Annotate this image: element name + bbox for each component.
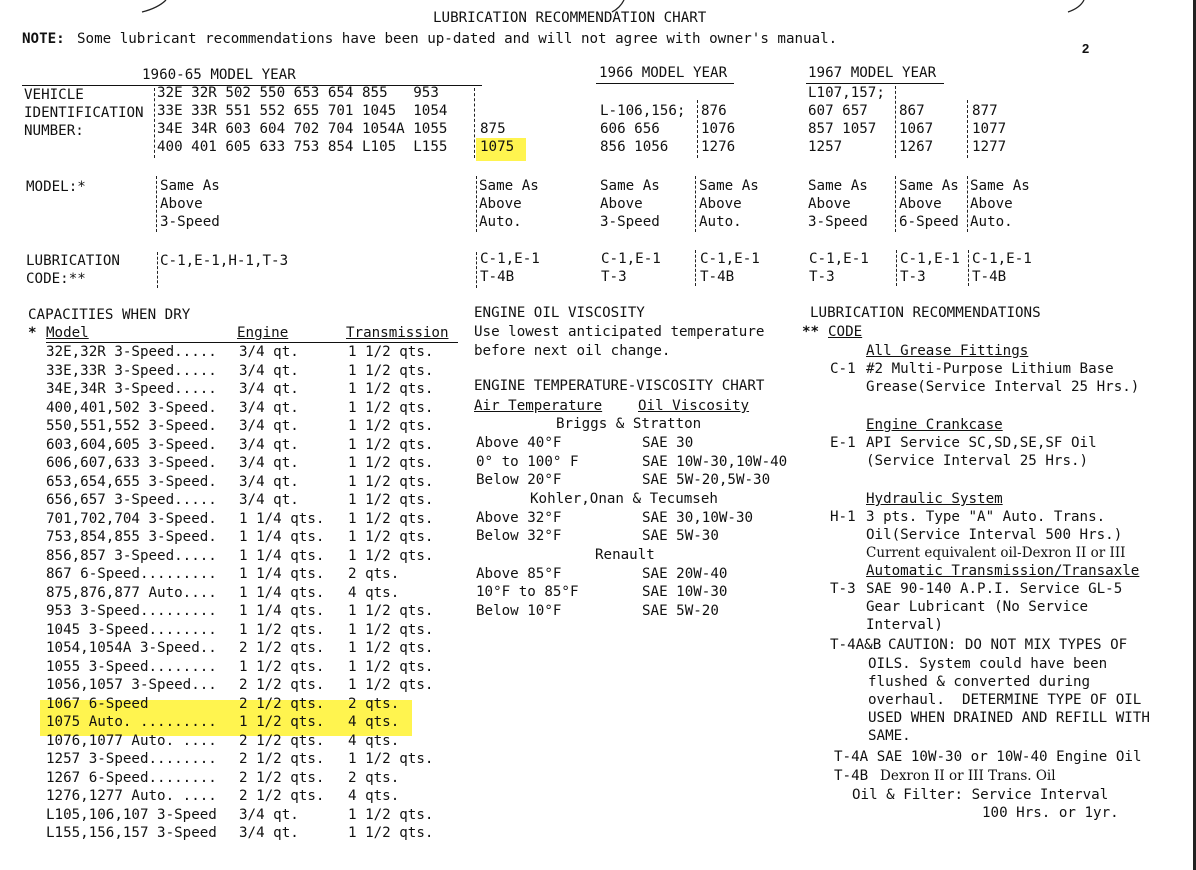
viscosity-air-temp: Below 20°F <box>476 472 562 488</box>
capacity-model: 550,551,552 3-Speed. <box>46 418 217 434</box>
viscosity-oil: SAE 10W-30 <box>642 584 728 600</box>
vin-1966-a2: 606 656 <box>600 121 660 137</box>
capacity-transmission: 1 1/2 qts. <box>348 399 434 416</box>
divider-model-c1 <box>156 176 157 232</box>
recs-t4-line-6: SAME. <box>868 728 911 744</box>
capacity-transmission: 1 1/2 qts. <box>348 806 434 823</box>
capacity-transmission: 1 1/2 qts. <box>348 344 434 360</box>
capacity-model: 603,604,605 3-Speed. <box>46 436 217 453</box>
capacities-header-engine: Engine <box>237 325 289 341</box>
capacity-model: 1056,1057 3-Speed... <box>46 677 217 693</box>
model-c5-l2: Above <box>808 196 851 212</box>
vin-1075: 1075 <box>480 139 515 155</box>
recs-t4-code: T-4A&B <box>830 637 882 653</box>
model-c7-l2: Above <box>970 196 1013 212</box>
viscosity-col-air: Air Temperature <box>474 398 603 414</box>
capacities-star: * <box>28 325 37 341</box>
note-text: Some lubricant recommendations have been up-dated and will not agree with owner's manual. <box>77 31 838 47</box>
capacity-model: 1045 3-Speed........ <box>46 621 217 638</box>
capacity-transmission: 1 1/2 qts. <box>348 455 434 471</box>
recs-grease-heading: All Grease Fittings <box>866 343 1029 359</box>
model-c4-l1: Same As <box>699 178 759 194</box>
vin-1967-b3: 1267 <box>899 139 934 155</box>
vin-1966-b1: 876 <box>701 103 727 119</box>
rule-1966 <box>596 83 734 84</box>
recs-t4-line-5: USED WHEN DRAINED AND REFILL WITH <box>868 710 1150 726</box>
viscosity-oil: SAE 30,10W-30 <box>642 509 754 526</box>
capacity-transmission: 1 1/2 qts. <box>348 825 434 841</box>
capacity-engine: 3/4 qt. <box>239 344 299 360</box>
capacity-engine: 1 1/2 qts. <box>239 658 325 675</box>
viscosity-oil: SAE 5W-20,5W-30 <box>642 472 771 488</box>
lube-c4-l2: T-4B <box>700 269 735 285</box>
divider-model-c7 <box>967 176 968 232</box>
model-year-1967: 1967 MODEL YEAR <box>808 65 937 81</box>
capacity-model: 953 3-Speed......... <box>46 603 217 619</box>
recs-title: LUBRICATION RECOMMENDATIONS <box>810 305 1041 321</box>
vin-label-vehicle: VEHICLE <box>24 87 84 103</box>
capacity-model: 33E,33R 3-Speed..... <box>46 362 217 379</box>
capacity-transmission: 1 1/2 qts. <box>348 362 434 379</box>
capacity-transmission: 1 1/2 qts. <box>348 473 434 490</box>
capacity-model: 1075 Auto. ......... <box>46 714 217 730</box>
viscosity-oil: SAE 20W-40 <box>642 565 728 582</box>
capacity-model: 1055 3-Speed........ <box>46 658 217 675</box>
capacity-transmission: 1 1/2 qts. <box>348 492 434 508</box>
capacity-transmission: 1 1/2 qts. <box>348 621 434 638</box>
vin-875: 875 <box>480 121 506 137</box>
note-label: NOTE: <box>22 31 65 47</box>
vin-1967-a1: L107,157; <box>808 85 885 101</box>
lube-c5-l1: C-1,E-1 <box>809 251 869 267</box>
page-number: 2 <box>1082 41 1090 56</box>
divider-1967-a <box>895 86 896 158</box>
divider-lube-c1 <box>157 252 158 288</box>
capacity-transmission: 1 1/2 qts. <box>348 436 434 453</box>
capacity-transmission: 1 1/2 qts. <box>348 418 434 434</box>
model-c3-l1: Same As <box>600 178 660 194</box>
model-year-1966: 1966 MODEL YEAR <box>599 65 728 81</box>
capacity-model: 653,654,655 3-Speed. <box>46 473 217 490</box>
capacity-model: 1067 6-Speed <box>46 695 149 712</box>
capacity-model: 753,854,855 3-Speed. <box>46 529 217 545</box>
divider-1967-b <box>967 100 968 158</box>
recs-t4-line-3: flushed & converted during <box>868 674 1091 690</box>
divider-1966 <box>697 100 698 158</box>
capacity-engine: 2 1/2 qts. <box>239 788 325 804</box>
vin-1966-b3: 1276 <box>701 139 736 155</box>
capacity-model: 1076,1077 Auto. .... <box>46 732 217 749</box>
capacity-engine: 1 1/4 qts. <box>239 566 325 582</box>
capacity-engine: 2 1/2 qts. <box>239 769 325 786</box>
viscosity-oil: SAE 5W-20 <box>642 602 719 619</box>
capacity-model: 1054,1054A 3-Speed.. <box>46 640 217 656</box>
capacity-engine: 1 1/4 qts. <box>239 584 325 601</box>
capacity-engine: 2 1/2 qts. <box>239 640 325 656</box>
capacity-engine: 1 1/4 qts. <box>239 529 325 545</box>
vin-row-3: 34E 34R 603 604 702 704 1054A 1055 <box>157 121 448 137</box>
model-c3-l2: Above <box>600 196 643 212</box>
model-c5-l1: Same As <box>808 178 868 194</box>
vin-label-number: NUMBER: <box>24 123 84 139</box>
model-c4-l2: Above <box>699 196 742 212</box>
divider-model-c6 <box>895 176 896 232</box>
divider-vin-auto <box>474 88 475 158</box>
model-c6-l3: 6-Speed <box>899 214 959 230</box>
vin-1967-a3: 857 1057 <box>808 121 877 137</box>
viscosity-air-temp: 10°F to 85°F <box>476 584 579 600</box>
viscosity-group-name: Kohler,Onan & Tecumseh <box>530 490 718 507</box>
capacity-engine: 3/4 qt. <box>239 825 299 841</box>
capacity-transmission: 1 1/2 qts. <box>348 510 434 527</box>
recs-hyd-heading: Hydraulic System <box>866 491 1003 507</box>
capacity-model: 1267 6-Speed........ <box>46 769 217 786</box>
capacity-transmission: 4 qts. <box>348 714 400 730</box>
model-year-1960-65: 1960-65 MODEL YEAR <box>142 67 296 83</box>
viscosity-line-1: Use lowest anticipated temperature <box>474 324 765 340</box>
model-c6-l2: Above <box>899 196 942 212</box>
model-c4-l3: Auto. <box>699 214 742 230</box>
capacity-transmission: 1 1/2 qts. <box>348 751 434 767</box>
viscosity-line-2: before next oil change. <box>474 343 671 359</box>
recs-auto-heading: Automatic Transmission/Transaxle <box>866 563 1140 579</box>
model-c2-l1: Same As <box>479 178 539 194</box>
capacities-title: CAPACITIES WHEN DRY <box>28 307 191 323</box>
viscosity-oil: SAE 30 <box>642 435 694 451</box>
recs-t4-line-2: OILS. System could have been <box>868 656 1108 672</box>
divider-lube-c7 <box>968 250 969 286</box>
recs-c1-code: C-1 <box>830 361 856 377</box>
vin-1967-b2: 1067 <box>899 121 934 137</box>
vin-1967-a4: 1257 <box>808 139 843 155</box>
capacity-model: 656,657 3-Speed..... <box>46 492 217 508</box>
capacity-engine: 1 1/4 qts. <box>239 510 325 527</box>
divider-vin-left <box>154 88 155 158</box>
capacity-transmission: 2 qts. <box>348 695 400 712</box>
capacity-engine: 3/4 qt. <box>239 381 299 397</box>
lube-label-2: CODE:** <box>26 271 86 287</box>
capacity-model: 875,876,877 Auto.... <box>46 584 217 601</box>
recs-e1-code: E-1 <box>830 435 856 451</box>
recs-h1-line-2: Oil(Service Interval 500 Hrs.) <box>866 527 1123 543</box>
recs-oil-filter: Oil & Filter: Service Interval <box>852 787 1109 803</box>
model-c7-l3: Auto. <box>970 214 1013 230</box>
capacity-engine: 3/4 qt. <box>239 455 299 471</box>
vin-1967-b1: 867 <box>899 103 925 119</box>
capacity-engine: 2 1/2 qts. <box>239 677 325 693</box>
capacity-model: 32E,32R 3-Speed..... <box>46 344 217 360</box>
capacity-model: 867 6-Speed......... <box>46 566 217 582</box>
recs-t4-line-1: CAUTION: DO NOT MIX TYPES OF <box>888 637 1128 653</box>
model-c5-l3: 3-Speed <box>808 214 868 230</box>
recs-c1-line-1: #2 Multi-Purpose Lithium Base <box>866 361 1114 377</box>
recs-t3-line-2: Gear Lubricant (No Service <box>866 599 1089 615</box>
lube-c4-l1: C-1,E-1 <box>700 251 760 267</box>
capacity-engine: 3/4 qt. <box>239 806 299 823</box>
vin-1966-b2: 1076 <box>701 121 736 137</box>
recs-h1-update: Current equivalent oil-Dexron II or III <box>866 545 1126 561</box>
capacity-transmission: 1 1/2 qts. <box>348 603 434 619</box>
vin-row-4: 400 401 605 633 753 854 L105 L155 <box>157 139 448 155</box>
capacity-engine: 3/4 qt. <box>239 399 299 416</box>
viscosity-chart-title: ENGINE TEMPERATURE-VISCOSITY CHART <box>474 378 765 394</box>
vin-row-2: 33E 33R 551 552 655 701 1045 1054 <box>157 103 448 119</box>
capacity-model: 34E,34R 3-Speed..... <box>46 381 217 397</box>
model-c1-l3: 3-Speed <box>160 214 220 230</box>
vin-1966-a3: 856 1056 <box>600 139 669 155</box>
lube-c3-l2: T-3 <box>601 269 627 285</box>
capacity-transmission: 4 qts. <box>348 788 400 804</box>
chart-title: LUBRICATION RECOMMENDATION CHART <box>433 10 707 26</box>
capacity-model: 1276,1277 Auto. .... <box>46 788 217 804</box>
lube-c3-l1: C-1,E-1 <box>601 251 661 267</box>
capacity-model: L105,106,107 3-Speed <box>46 806 217 823</box>
model-label: MODEL:* <box>26 179 86 195</box>
capacity-engine: 2 1/2 qts. <box>239 695 325 712</box>
capacity-transmission: 4 qts. <box>348 584 400 601</box>
recs-code-label: CODE <box>828 324 863 340</box>
lube-c2-l1: C-1,E-1 <box>480 251 540 267</box>
viscosity-air-temp: Above 85°F <box>476 565 562 582</box>
model-c6-l1: Same As <box>899 178 959 194</box>
viscosity-oil: SAE 5W-30 <box>642 528 719 544</box>
vin-1966-a1: L-106,156; <box>600 103 686 119</box>
capacities-header-transmission: Transmission <box>346 325 449 341</box>
recs-e1-line-1: API Service SC,SD,SE,SF Oil <box>866 435 1097 451</box>
recs-crank-heading: Engine Crankcase <box>866 417 1003 433</box>
capacities-header-model: Model <box>46 325 89 341</box>
capacity-engine: 3/4 qt. <box>239 362 299 379</box>
divider-model-c4 <box>695 176 696 232</box>
capacity-engine: 1 1/2 qts. <box>239 621 325 638</box>
capacity-transmission: 1 1/2 qts. <box>348 547 434 564</box>
capacity-model: 606,607,633 3-Speed. <box>46 455 217 471</box>
viscosity-air-temp: Below 32°F <box>476 528 562 544</box>
capacity-engine: 3/4 qt. <box>239 436 299 453</box>
capacity-model: 1257 3-Speed........ <box>46 751 217 767</box>
capacity-transmission: 2 qts. <box>348 769 400 786</box>
recs-t3-line-1: SAE 90-140 A.P.I. Service GL-5 <box>866 581 1123 597</box>
vin-1967-a2: 607 657 <box>808 103 868 119</box>
recs-t3-line-3: Interval) <box>866 617 943 633</box>
capacity-model: L155,156,157 3-Speed <box>46 825 217 841</box>
recs-oil-filter-2: 100 Hrs. or 1yr. <box>982 805 1119 821</box>
capacity-model: 400,401,502 3-Speed. <box>46 399 217 416</box>
viscosity-air-temp: 0° to 100° F <box>476 453 579 470</box>
capacity-model: 701,702,704 3-Speed. <box>46 510 217 527</box>
lube-c6-l2: T-3 <box>900 269 926 285</box>
recs-stars: ** <box>802 324 820 340</box>
capacity-engine: 2 1/2 qts. <box>239 732 325 749</box>
recs-h1-line-1: 3 pts. Type "A" Auto. Trans. <box>866 509 1106 525</box>
recs-e1-line-2: (Service Interval 25 Hrs.) <box>866 453 1089 469</box>
capacity-engine: 3/4 qt. <box>239 492 299 508</box>
recs-t4a: T-4A SAE 10W-30 or 10W-40 Engine Oil <box>834 749 1142 765</box>
viscosity-group-name: Renault <box>595 546 655 563</box>
capacity-transmission: 1 1/2 qts. <box>348 658 434 675</box>
capacity-engine: 2 1/2 qts. <box>239 751 325 767</box>
lube-label-1: LUBRICATION <box>26 253 120 269</box>
lube-c1: C-1,E-1,H-1,T-3 <box>160 253 289 269</box>
lube-c5-l2: T-3 <box>809 269 835 285</box>
recs-t4b-text: Dexron II or III Trans. Oil <box>880 768 1056 784</box>
capacity-transmission: 1 1/2 qts. <box>348 381 434 397</box>
recs-t3-code: T-3 <box>830 581 856 597</box>
vin-label-identification: IDENTIFICATION <box>24 105 144 121</box>
capacity-transmission: 2 qts. <box>348 566 400 582</box>
vin-1967-c1: 877 <box>972 103 998 119</box>
divider-model-c2 <box>476 176 477 232</box>
capacity-transmission: 4 qts. <box>348 732 400 749</box>
recs-t4-line-4: overhaul. DETERMINE TYPE OF OIL <box>868 692 1142 708</box>
model-c1-l2: Above <box>160 196 203 212</box>
model-c3-l3: 3-Speed <box>600 214 660 230</box>
capacity-transmission: 1 1/2 qts. <box>348 640 434 656</box>
capacity-transmission: 1 1/2 qts. <box>348 677 434 693</box>
divider-lube-c2 <box>476 252 477 288</box>
vin-1967-c2: 1077 <box>972 121 1007 137</box>
model-c1-l1: Same As <box>160 178 220 194</box>
divider-lube-c4 <box>695 250 696 286</box>
lube-c7-l1: C-1,E-1 <box>972 251 1032 267</box>
scan-mark-right <box>1066 0 1088 14</box>
capacity-transmission: 1 1/2 qts. <box>348 529 434 545</box>
viscosity-title: ENGINE OIL VISCOSITY <box>474 305 645 321</box>
scan-mark-left <box>140 0 170 14</box>
vin-row-1: 32E 32R 502 550 653 654 855 953 <box>157 85 439 101</box>
viscosity-air-temp: Above 40°F <box>476 435 562 451</box>
capacity-engine: 1 1/4 qts. <box>239 603 325 619</box>
viscosity-group-name: Briggs & Stratton <box>556 416 702 432</box>
lube-c7-l2: T-4B <box>972 269 1007 285</box>
vin-1967-c3: 1277 <box>972 139 1007 155</box>
divider-lube-c6 <box>896 250 897 286</box>
viscosity-col-oil: Oil Viscosity <box>638 398 750 414</box>
capacity-model: 856,857 3-Speed..... <box>46 547 217 564</box>
capacity-engine: 3/4 qt. <box>239 473 299 490</box>
viscosity-oil: SAE 10W-30,10W-40 <box>642 453 788 470</box>
recs-h1-code: H-1 <box>830 509 856 525</box>
capacity-engine: 1 1/4 qts. <box>239 547 325 564</box>
recs-t4b-code: T-4B <box>834 768 869 784</box>
viscosity-air-temp: Below 10°F <box>476 602 562 619</box>
model-c2-l3: Auto. <box>479 214 522 230</box>
recs-c1-line-2: Grease(Service Interval 25 Hrs.) <box>866 379 1140 395</box>
model-c2-l2: Above <box>479 196 522 212</box>
model-c7-l1: Same As <box>970 178 1030 194</box>
lube-c6-l1: C-1,E-1 <box>900 251 960 267</box>
capacity-engine: 3/4 qt. <box>239 418 299 434</box>
lube-c2-l2: T-4B <box>480 269 515 285</box>
capacity-engine: 1 1/2 qts. <box>239 714 325 730</box>
viscosity-air-temp: Above 32°F <box>476 509 562 526</box>
